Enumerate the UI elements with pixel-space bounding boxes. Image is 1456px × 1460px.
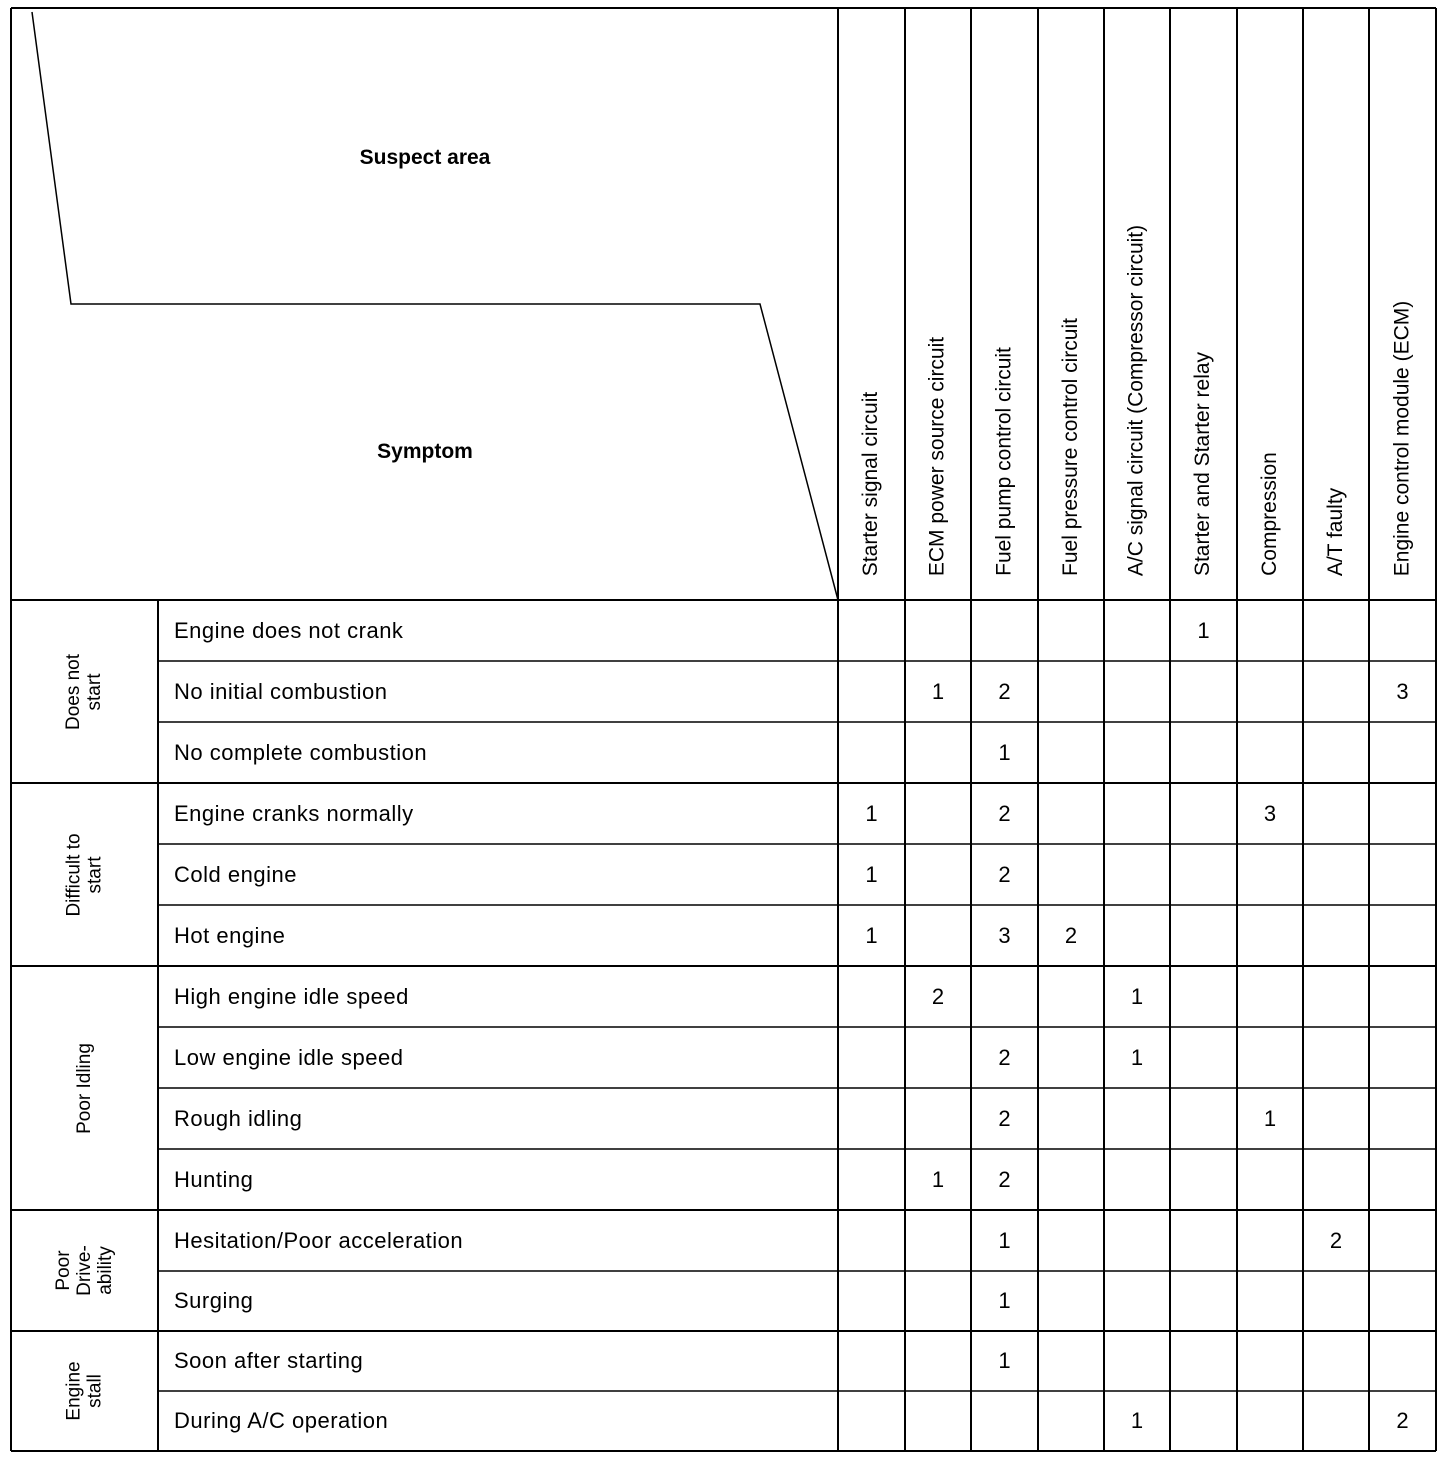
group-label-text: Poor Drive- ability bbox=[52, 1245, 116, 1296]
priority-value: 2 bbox=[998, 861, 1011, 887]
suspect-area-label: Suspect area bbox=[359, 146, 491, 169]
priority-value: 1 bbox=[865, 922, 878, 948]
symptom-cell: Low engine idle speed bbox=[174, 1044, 404, 1070]
group-label bbox=[11, 1331, 158, 1451]
priority-value: 3 bbox=[1263, 800, 1277, 826]
priority-value: 1 bbox=[1130, 983, 1144, 1009]
symptom-cell: Hunting bbox=[174, 1166, 254, 1192]
column-header-label: Fuel pressure control circuit bbox=[1059, 318, 1082, 576]
column-header bbox=[1038, 8, 1104, 600]
column-header-label: Engine control module (ECM) bbox=[1390, 300, 1414, 577]
symptom-label: Symptom bbox=[377, 440, 473, 463]
column-header bbox=[1369, 8, 1436, 600]
symptom-cell: During A/C operation bbox=[174, 1408, 389, 1433]
symptom-cell: Surging bbox=[174, 1288, 254, 1313]
priority-value: 1 bbox=[865, 800, 878, 826]
priority-value: 2 bbox=[998, 678, 1011, 704]
priority-value: 2 bbox=[1329, 1227, 1343, 1253]
column-header bbox=[1104, 8, 1170, 600]
priority-value: 2 bbox=[998, 1044, 1011, 1070]
priority-value: 1 bbox=[1130, 1044, 1144, 1070]
priority-value: 2 bbox=[998, 1105, 1011, 1131]
group-label-text: Difficult to start bbox=[63, 832, 106, 917]
column-header bbox=[1303, 8, 1369, 600]
symptom-cell: Cold engine bbox=[174, 861, 297, 887]
symptom-cell: Engine does not crank bbox=[174, 617, 404, 643]
priority-value: 2 bbox=[931, 983, 945, 1009]
symptom-cell: No initial combustion bbox=[174, 678, 388, 704]
group-label-text: Does not start bbox=[63, 653, 106, 730]
symptom-cell: High engine idle speed bbox=[174, 983, 409, 1009]
priority-value: 1 bbox=[1197, 617, 1210, 643]
column-header-label: Compression bbox=[1258, 452, 1281, 576]
symptom-cell: Soon after starting bbox=[174, 1348, 364, 1373]
symptom-cell: Hot engine bbox=[174, 922, 286, 948]
corner-diagonal bbox=[32, 12, 838, 600]
column-header-label: Starter and Starter relay bbox=[1191, 351, 1215, 577]
column-header-label: Starter signal circuit bbox=[859, 391, 883, 577]
priority-value: 2 bbox=[998, 1166, 1011, 1192]
group-label bbox=[11, 1210, 158, 1331]
priority-value: 1 bbox=[865, 861, 878, 887]
column-header-label: A/C signal circuit (Compressor circuit) bbox=[1125, 224, 1148, 577]
priority-value: 2 bbox=[1064, 922, 1078, 948]
column-header-label: A/T faulty bbox=[1324, 487, 1348, 577]
group-label bbox=[11, 966, 158, 1210]
group-label bbox=[11, 600, 158, 783]
column-header bbox=[1170, 8, 1237, 600]
priority-value: 1 bbox=[998, 1348, 1011, 1373]
priority-value: 3 bbox=[1396, 678, 1409, 704]
priority-value: 1 bbox=[1263, 1105, 1277, 1131]
priority-value: 1 bbox=[998, 739, 1011, 765]
column-header bbox=[971, 8, 1038, 600]
priority-value: 2 bbox=[998, 800, 1011, 826]
symptom-cell: Rough idling bbox=[174, 1105, 303, 1131]
priority-value: 1 bbox=[931, 678, 945, 704]
column-header-label: Fuel pump control circuit bbox=[992, 347, 1016, 576]
group-label bbox=[11, 783, 158, 966]
priority-value: 1 bbox=[931, 1166, 945, 1192]
priority-value: 1 bbox=[998, 1288, 1011, 1313]
column-header bbox=[838, 8, 905, 600]
symptom-cell: Engine cranks normally bbox=[174, 800, 414, 826]
priority-value: 1 bbox=[1130, 1408, 1144, 1433]
column-header bbox=[1237, 8, 1303, 600]
priority-value: 2 bbox=[1396, 1408, 1409, 1433]
priority-value: 1 bbox=[998, 1227, 1011, 1253]
group-label-text: Poor Idling bbox=[74, 1042, 95, 1134]
column-header-label: ECM power source circuit bbox=[926, 336, 950, 577]
column-header bbox=[905, 8, 971, 600]
priority-value: 3 bbox=[998, 922, 1011, 948]
symptom-cell: Hesitation/Poor acceleration bbox=[174, 1227, 464, 1253]
group-label-text: Engine stall bbox=[63, 1361, 106, 1421]
symptom-cell: No complete combustion bbox=[174, 739, 428, 765]
